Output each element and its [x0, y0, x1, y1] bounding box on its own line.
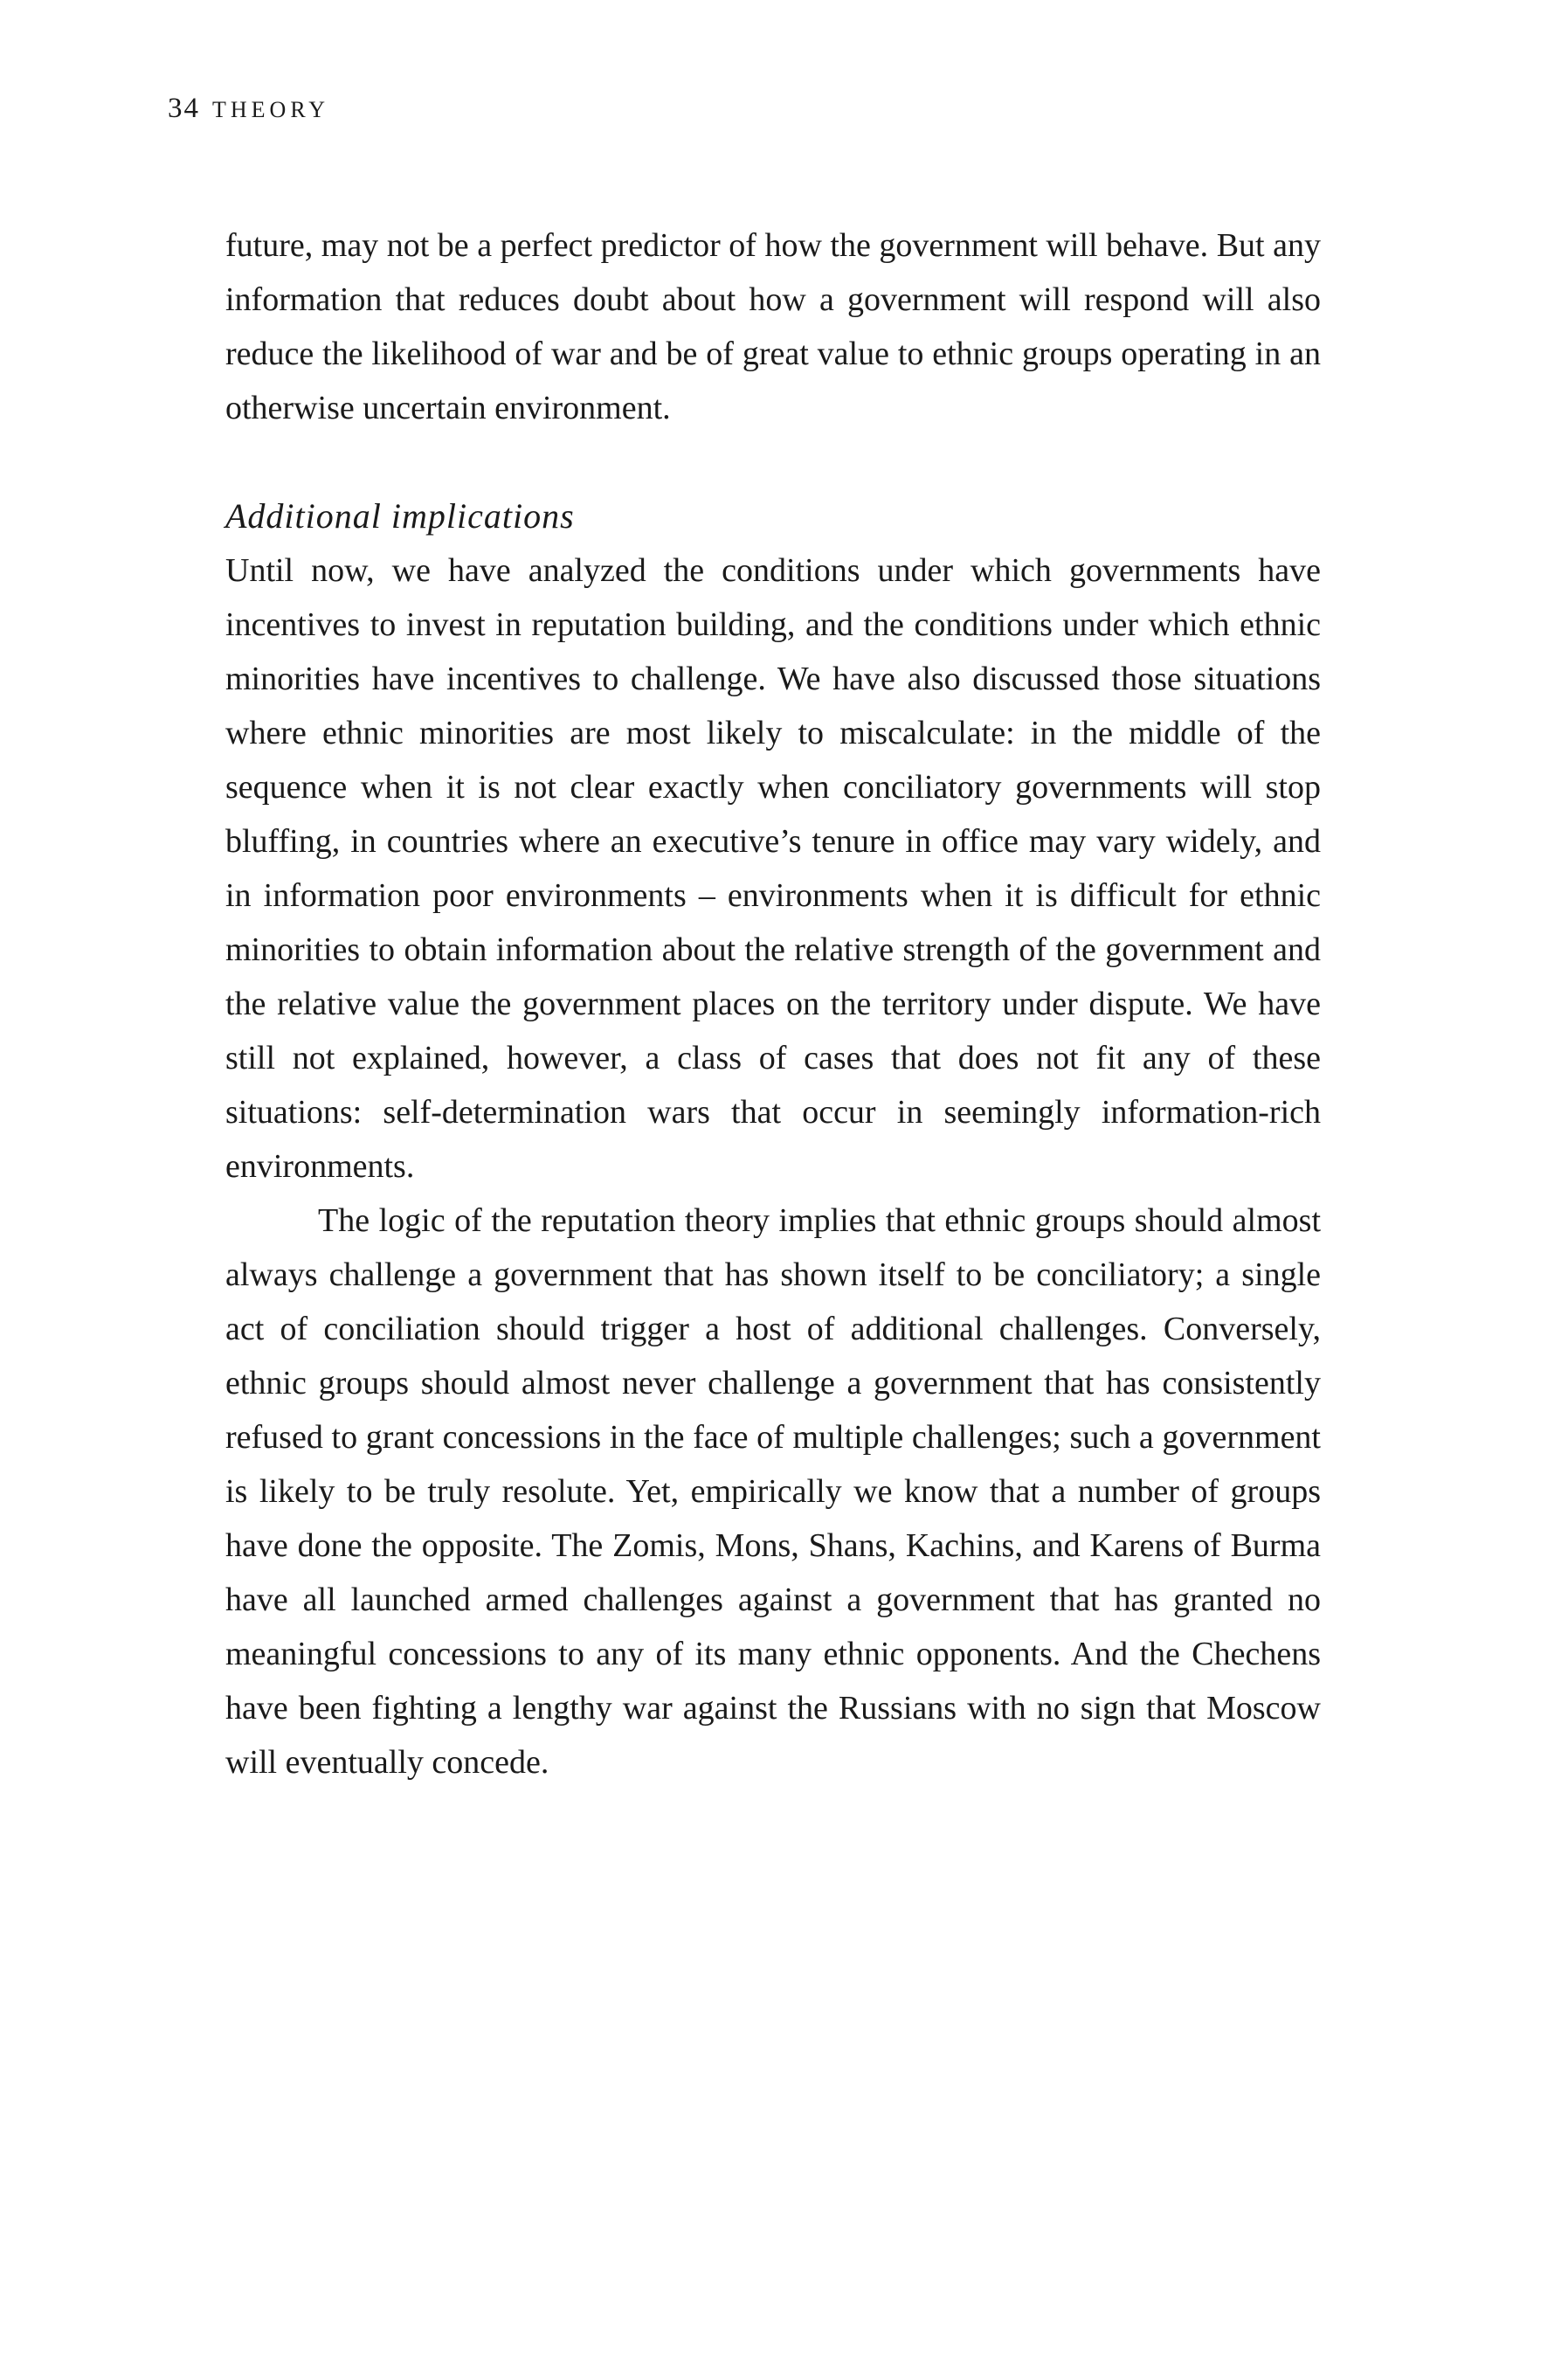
paragraph-1: Until now, we have analyzed the conditions under which governments have incentives to invest in reputation building, and the conditions under which ethnic minorities have incentives to challenge. We have also discussed those situations where ethnic minorities are most likely to miscalculate: in the middle of the sequence when it is not clear exactly when conciliatory governments will stop bluffing, in countries where an executive’s tenure in office may vary widely, and in information poor environments – environments when it is difficult for ethnic minorities to obtain information about the relative strength of the government and the relative value the government places on the territory under dispute. We have still not explained, however, a class of cases that does not fit any of these situations: self-determination wars that occur in seemingly information-rich environments. [225, 552, 1321, 1185]
running-head [168, 94, 329, 123]
body-text [225, 218, 1321, 1789]
section-heading: Additional implications [225, 496, 575, 536]
paragraph-2: The logic of the reputation theory implies that ethnic groups should almost always challenge a government that has shown itself to be conciliatory; a single act of conciliation should trigger a host of additional challenges. Conversely, ethnic groups should almost never challenge a government that has consistently refused to grant concessions in the face of multiple challenges; such a government is likely to be truly resolute. Yet, empirically we know that a number of groups have done the opposite. The Zomis, Mons, Shans, Kachins, and Karens of Burma have all launched armed challenges against a government that has granted no meaningful concessions to any of its many ethnic opponents. And the Chechens have been fighting a lengthy war against the Russians with no sign that Moscow will eventually concede. [225, 1202, 1321, 1781]
running-head-section: THEORY [212, 97, 329, 122]
continued-paragraph: future, may not be a perfect predictor of how the government will behave. But any information that reduces doubt about how a government will respond will also reduce the likelihood of war and be of great value to ethnic groups operating in an otherwise uncertain environment. [225, 227, 1321, 426]
page-number: 34 [168, 93, 200, 124]
